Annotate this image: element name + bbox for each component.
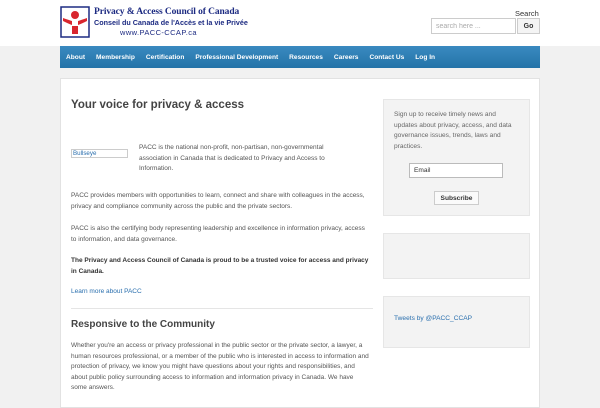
twitter-widget — [383, 296, 530, 348]
paragraph-certifying: PACC is also the certifying body representing leadership and excellence in information privacy, access to information, and data governance. — [71, 225, 365, 243]
main-content — [71, 99, 373, 391]
site-logo[interactable] — [60, 6, 248, 40]
logo-mark-icon — [60, 6, 90, 38]
intro-text: PACC is the national non-profit, non-partisan, non-governmental association in Canada that is dedicated to Privacy and Access to Information. — [139, 144, 325, 172]
site-header — [0, 0, 600, 46]
learn-more-link[interactable]: Learn more about PACC — [71, 288, 142, 295]
paragraph-community: Whether you're an access or privacy professional in the public sector or the private sector, a lawyer, a human resources professional, or a member of the public who is interested in access to information and protection of privacy, we know you might have questions about your rights and responsibilities, and about public policy surrounding access to information and information privacy in Canada. We have some answers. — [71, 342, 369, 391]
newsletter-signup-box — [383, 99, 530, 216]
logo-url: www.PACC-CCAP.ca — [120, 28, 197, 37]
logo-title-fr: Conseil du Canada de l'Accès et la vie Privée — [94, 18, 248, 27]
nav-item-professional-development[interactable]: Professional Development — [195, 53, 279, 61]
main-nav — [60, 46, 540, 68]
search-input[interactable] — [431, 18, 516, 34]
page-title: Your voice for privacy & access — [71, 99, 245, 111]
section-title-community: Responsive to the Community — [71, 319, 215, 330]
nav-item-log-in[interactable]: Log In — [415, 53, 436, 61]
search-label: Search — [515, 9, 539, 18]
bullseye-image: Bullseye — [71, 149, 128, 158]
signup-text: Sign up to receive timely news and updates about privacy, access, and data governance issues, trends, laws and practices. — [394, 111, 512, 150]
email-field[interactable] — [409, 163, 503, 178]
paragraph-members: PACC provides members with opportunities to learn, connect and share with colleagues in the access, privacy and compliance community across the public and the private sectors. — [71, 192, 365, 210]
logo-title-en: Privacy & Access Council of Canada — [94, 7, 240, 17]
nav-item-careers[interactable]: Careers — [333, 53, 359, 61]
nav-item-membership[interactable]: Membership — [96, 53, 135, 61]
nav-item-about[interactable]: About — [66, 53, 86, 61]
nav-item-certification[interactable]: Certification — [145, 53, 185, 61]
subscribe-button[interactable]: Subscribe — [434, 191, 479, 205]
search-go-button[interactable]: Go — [517, 18, 540, 34]
section-divider — [71, 308, 373, 309]
tweets-link[interactable]: Tweets by @PACC_CCAP — [394, 315, 473, 322]
paragraph-trusted-voice: The Privacy and Access Council of Canada is proud to be a trusted voice for access and privacy in Canada. — [71, 257, 369, 275]
sidebar-widget-empty — [383, 233, 530, 279]
nav-item-contact-us[interactable]: Contact Us — [369, 53, 405, 61]
nav-item-resources[interactable]: Resources — [289, 53, 323, 61]
content-panel — [60, 78, 540, 408]
